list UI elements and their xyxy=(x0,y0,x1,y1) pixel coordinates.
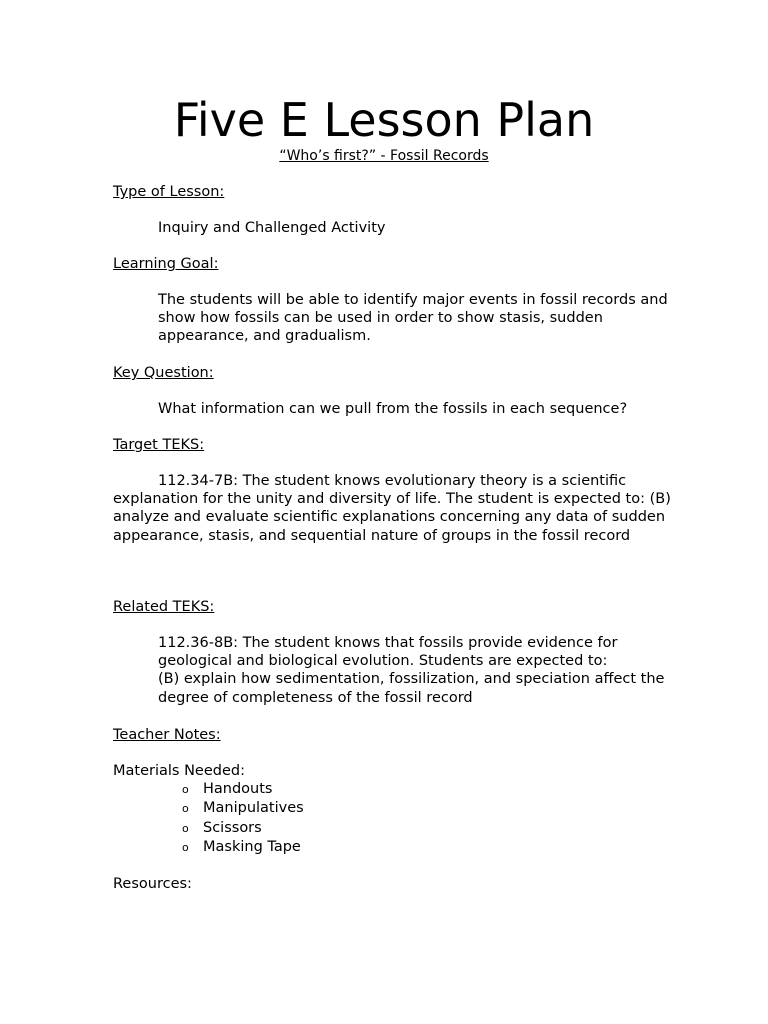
bullet-icon: o xyxy=(182,802,189,816)
learning-goal-text: The students will be able to identify major events in fossil records and show how fossils can be used in order to show stasis, sudden appearance, and gradualism. xyxy=(158,292,668,345)
page-subtitle: “Who’s first?” - Fossil Records xyxy=(279,148,489,164)
learning-goal-heading: Learning Goal: xyxy=(113,256,219,272)
key-question-heading: Key Question: xyxy=(113,365,214,381)
list-item-label: Scissors xyxy=(203,819,262,836)
related-teks-line-1: 112.36-8B: The student knows that fossils provide evidence for geological and biological evolution. Students are expected to: xyxy=(158,635,618,670)
type-of-lesson-text: Inquiry and Challenged Activity xyxy=(158,220,386,236)
related-teks-heading: Related TEKS: xyxy=(113,599,215,615)
materials-list xyxy=(182,780,304,858)
list-item-label: Handouts xyxy=(203,781,273,797)
materials-needed-label: Materials Needed: xyxy=(113,763,245,779)
type-of-lesson-heading: Type of Lesson: xyxy=(113,184,225,200)
list-item xyxy=(182,838,304,857)
list-item-label: Masking Tape xyxy=(203,839,301,856)
related-teks-line-2: (B) explain how sedimentation, fossilization, and speciation affect the degree of completeness of the fossil record xyxy=(158,671,665,706)
list-item xyxy=(182,780,304,799)
list-item xyxy=(182,799,304,818)
key-question-text: What information can we pull from the fossils in each sequence? xyxy=(158,401,628,417)
page-title: Five E Lesson Plan xyxy=(173,93,595,147)
list-item xyxy=(182,819,304,838)
target-teks-heading: Target TEKS: xyxy=(113,437,205,453)
bullet-icon: o xyxy=(182,821,189,835)
target-teks-text: 112.34-7B: The student knows evolutionary theory is a scientific explanation for the unity and diversity of life. The student is expected to: (B) analyze and evaluate scientific explanations concerning any data of sudden appearance, stasis, and sequential nature of groups in the fossil record xyxy=(113,473,671,544)
related-teks-text xyxy=(158,634,678,707)
teacher-notes-heading: Teacher Notes: xyxy=(113,727,221,743)
list-item-label: Manipulatives xyxy=(203,800,304,817)
bullet-icon: o xyxy=(182,783,189,796)
resources-label: Resources: xyxy=(113,876,192,892)
bullet-icon: o xyxy=(182,841,189,855)
